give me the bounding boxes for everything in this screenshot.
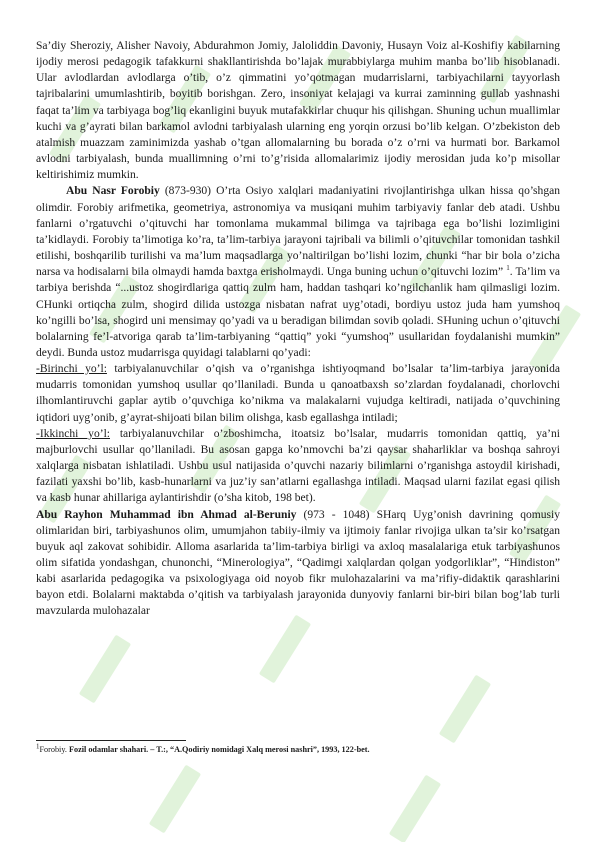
paragraph-forobiy xyxy=(36,183,560,361)
footnote-divider xyxy=(36,740,186,741)
beruniy-name: Abu Rayhon Muhammad ibn Ahmad al-Beruniy xyxy=(36,508,297,521)
paragraph-beruniy xyxy=(36,507,560,620)
paragraph-intro: Sa’diy Sheroziy, Alisher Navoiy, Abdurahmon Jomiy, Jaloliddin Davoniy, Husayn Voiz al-Koshifiy kabilarning ijodiy merosi pedagogik tafakkurni shakllantirishda bo’lajak murabbiylarga muhim manba bo’lib hisoblanadi. Ular avlodlardan avlodlarga o’tib, o’z qimmatini yo’qotmagan mudarrislarni, tarbiyachilarni tayyorlash tajribalarini umumlashtirib, boyitib borishgan. Zero, insoniyat kelajagi va kurrai zaminning gullab yashnashi faqat ta’lim va tarbiyaga bog’liq ekanligini buyuk mutafakkirlar chuqur his qilishgan. Shuning uchun muallimlar kuchi va g’ayrati bilan barkamol avlodni tarbiyalash ularning eng yorqin orzusi bo’lib kelgan. O’zbekiston deb atalmish muazzam zaminimizda yashab o’tgan allomalarning bu borada o’z o’rni va hurmati bor. Barkamol avlodni tarbiyalash, bunda muallimning o’rni to’g’risida allomalarimiz ijodiy merosidan juda ko’p misollar keltirishimiz mumkin. xyxy=(36,40,560,182)
beruniy-text: (973 - 1048) SHarq Uyg’onish davrining qomusiy olimlaridan biri, tarbiyashunos olim, umumjahon tabiiy-ilmiy va ijtimoiy fanlar rivojiga ulkan ta’sir ko’rsatgan buyuk aql zakovat sohibidir. Alloma asarlarida ta’lim-tarbiya birligi va axloq masalalariga etuk tarbiyashunos olim sifatida yondashgan, chunonchi, “Minerologiya”, “Qadimgi xalqlardan qolgan yodgorliklar”, “Hindiston” kabi asarlarida pedagogika va psixologiyaga oid noyob fikr mulohazalarini va ma’rifiy-didaktik qarashlarini bayon etdi. Bolalarni maktabda o’qitish va tarbiyalash jarayonida dunyoviy fanlarni bir-biri bilan bog’lab turli mavzularda mulohazalar xyxy=(36,508,560,618)
first-way-text: tarbiyalanuvchilar o’qish va o’rganishga ishtiyoqmand bo’lsalar ta’lim-tarbiya jarayonida mudarris tomonidan yumshoq usullar qo’llaniladi. Bunda u qanoatbaxsh so’zlardan foydalanadi, chorlovchi ilhomlantiruvchi gaplar aytib o’quvchiga ko’nikma va malakalarni vujudga keltiradi, natijada o’quvchining iqtidori uyg’onib, g’ayrat-shijoati bilan bilim olishga, kasb egallashga intiladi; xyxy=(36,363,560,424)
second-way-text: tarbiyalanuvchilar o’zboshimcha, itoatsiz bo’lsalar, mudarris tomonidan qattiq, ya’ni majburlovchi usullar qo’llaniladi. Bu asosan gapga ko’nmovchi ba’zi qaysar shaharliklar va boshqa sahroyi xalqlarga nisbatan ishlatiladi. Ushbu usul natijasida o’quvchi nazariy bilimlarni o’rganishga astoydil kirishadi, fazilati yaxshi bo’lib, kasb-hunarlarni va juz’iy san’atlarni egallashga intiladi. Maqsad ularni fazilat egasi qilish va kasb hunar ahillariga aylantirishdir (o’sha kitob, 198 bet). xyxy=(36,427,560,505)
footnote-author: Forobiy. xyxy=(39,745,69,754)
forobiy-name: Abu Nasr Forobiy xyxy=(66,185,160,198)
footnote-marker: 1 xyxy=(36,742,40,751)
footnote-title: Fozil odamlar shahari. – T.:, “A.Qodiriy nomidagi Xalq merosi nashri”, 1993, 122-bet. xyxy=(69,745,370,754)
second-way-label: -Ikkinchi yo’l: xyxy=(36,427,110,440)
footnote-ref[interactable]: 1 xyxy=(506,264,510,273)
footnote xyxy=(36,744,560,755)
document-body xyxy=(36,38,560,620)
first-way-label: -Birinchi yo’l: xyxy=(36,363,107,376)
forobiy-text: (873-930) O’rta Osiyo xalqlari madaniyatini rivojlantirishga ulkan hissa qo’shgan olimdir. Forobiy arifmetika, geometriya, astronomiya va musiqani muhim tarbiyaviy fanlar deb atadi. Ushbu fanlarni o’rgatuvchi o’qituvchi har tomonlama mukammal bilimga va tajribaga ega bo’lishi lozimligini ta’kidlaydi. Forobiy ta’limotiga ko’ra, ta’lim-tarbiya jarayoni tajribali va bilimli o’qituvchilar tomonidan tashkil etilishi, boshqarilib turilishi va ma’lum maqsadlarga yo’naltirilgan bo’lishi lozim, chunki “har bir bola o’zicha narsa va hodisalarni bila olmaydi hamda baxtga erisholmaydi. Unga buning uchun o’qituvchi lozim” xyxy=(36,185,560,279)
forobiy-tail: . Ta’lim va tarbiya berishda “...ustoz shogirdlariga qattiq zulm ham, haddan tashqari ko’ngilchanlik ham qilmasligi lozim. CHunki ortiqcha zulm, shogird dilida ustozga nisbatan nafrat uyg’otadi, bordiyu ustoz juda ham yumshoq ko’ngilli bo’lsa, shogird uni mensimay qo’yadi va u beradigan bilimdan sovib qoladi. SHuning uchun o’qituvchi bolalarning fe’l-atvoriga qarab ta’lim-tarbiyaning “qattiq” yoki “yumshoq” usullaridan foydalanishi mumkin” deydi. Bunda ustoz mudarrisga quyidagi talablarni qo’yadi: xyxy=(36,266,560,359)
list-item-second-way xyxy=(36,426,560,507)
list-item-first-way xyxy=(36,361,560,426)
